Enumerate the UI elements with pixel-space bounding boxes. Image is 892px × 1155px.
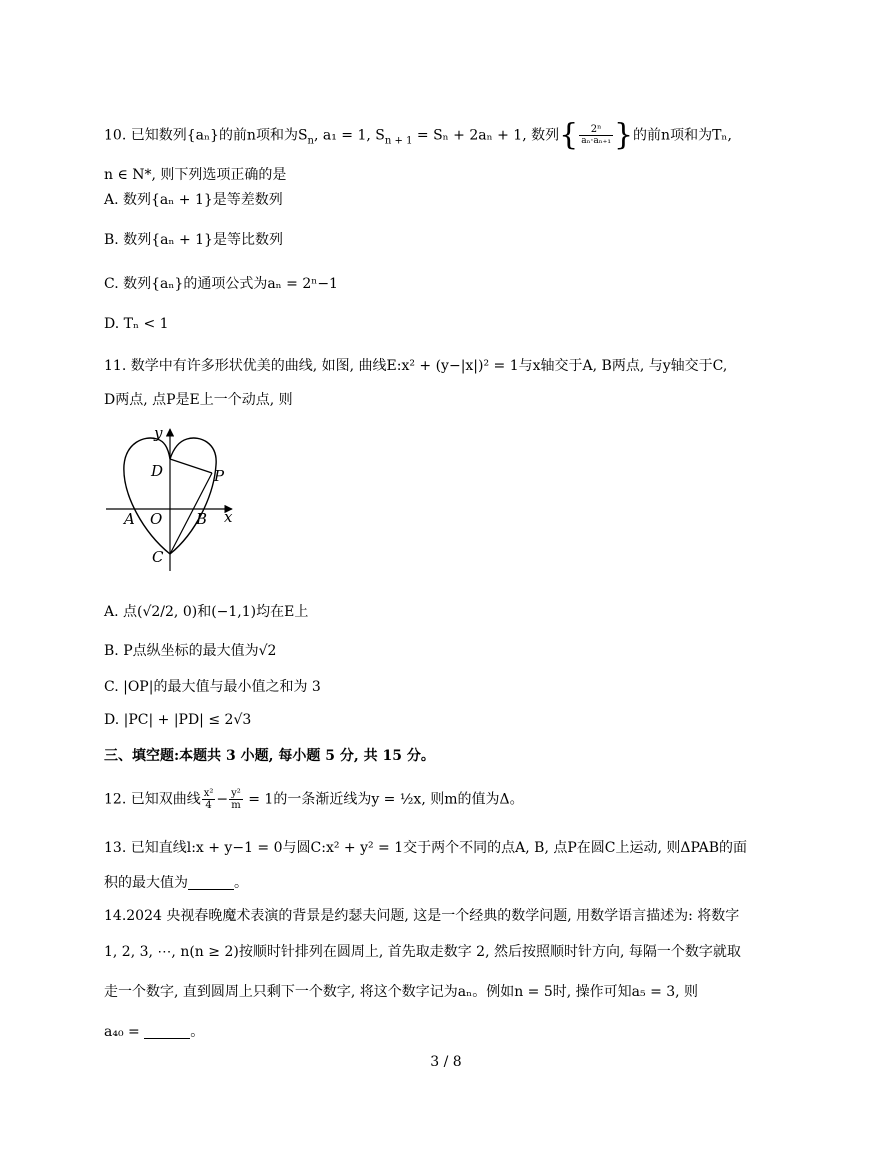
label-a: A — [124, 510, 135, 528]
q10-brace-right: } — [613, 117, 634, 153]
label-c: C — [152, 548, 164, 566]
q10-number: 10. 已知数列 — [104, 127, 187, 144]
q13-answer-blank[interactable] — [188, 875, 234, 890]
q14-answer-blank[interactable] — [144, 1024, 190, 1039]
q10-sequence: {aₙ} — [186, 127, 219, 144]
q10-line2: n ∈ N*, 则下列选项正确的是 — [104, 167, 287, 183]
q10-fraction: $\frac{\text{2ⁿ}}{\text{aₙ·aₙ₊₁}}$ — [581, 124, 611, 146]
q14-end: 。 — [190, 1024, 205, 1040]
q10-sub-n1: n + 1 — [384, 135, 413, 147]
q12-minus: − — [216, 791, 229, 808]
q14-line2: 1, 2, 3, ⋯, n(n ≥ 2)按顺时针排列在圆周上, 首先取走数字 2, 然后按照顺时针方向, 每隔一个数字就取 — [104, 944, 741, 960]
page-number: 3 / 8 — [430, 1054, 462, 1070]
q10-line1 — [104, 117, 732, 153]
q14-line3: 走一个数字, 直到圆周上只剩下一个数字, 将这个数字记为aₙ。例如n = 5时, 操作可知a₅ = 3, 则 — [104, 984, 699, 1000]
label-x: x — [224, 508, 233, 526]
q14-line1: 14.2024 央视春晚魔术表演的背景是约瑟夫问题, 这是一个经典的数学问题, 用数学语言描述为: 将数字 — [104, 908, 740, 924]
q11-line1: 11. 数学中有许多形状优美的曲线, 如图, 曲线E:x² + (y−|x|)² = 1与x轴交于A, B两点, 与y轴交于C, — [104, 358, 728, 374]
q13-line2 — [104, 873, 248, 893]
q10-sub-n: n — [307, 135, 314, 147]
q10-condition1: , a₁ = 1, S — [314, 127, 385, 144]
q10-brace-left: { — [559, 117, 579, 153]
q14-line4 — [104, 1022, 204, 1042]
q13-end: 。 — [234, 875, 248, 891]
q11-option-b: B. P点纵坐标的最大值为√2 — [104, 643, 277, 659]
q13-text: 积的最大值为 — [104, 875, 188, 891]
label-o: O — [150, 510, 163, 528]
q10-text-a: 的前n项和为S — [218, 127, 308, 144]
q14-a40: a₄₀ = — [104, 1024, 145, 1040]
q10-option-d: D. Tₙ < 1 — [104, 316, 169, 332]
q10-condition2: = Sₙ + 2aₙ + 1, 数列 — [412, 127, 560, 144]
q12-fraction-y: $\frac{\text{y²}}{m}$ — [231, 788, 241, 811]
q11-option-a: A. 点(√2/2, 0)和(−1,1)均在E上 — [104, 604, 309, 620]
label-y: y — [154, 425, 163, 442]
q13-line1: 13. 已知直线l:x + y−1 = 0与圆C:x² + y² = 1交于两个不同的点A, B, 点P在圆C上运动, 则ΔPAB的面 — [104, 840, 748, 856]
label-d: D — [151, 462, 164, 480]
segment-pd — [170, 459, 212, 473]
q12-fraction-x: $\frac{\text{x²}}{4}$ — [203, 788, 214, 811]
section-title: 三、填空题:本题共 3 小题, 每小题 5 分, 共 15 分。 — [104, 748, 435, 764]
heart-curve-figure — [104, 425, 244, 575]
q10-text-b: 的前n项和为Tₙ, — [633, 127, 732, 144]
q11-option-d: D. |PC| + |PD| ≤ 2√3 — [104, 712, 252, 728]
q10-option-a: A. 数列{aₙ + 1}是等差数列 — [104, 192, 283, 208]
q12-line — [104, 788, 524, 811]
q11-option-c: C. |OP|的最大值与最小值之和为 3 — [104, 679, 321, 695]
q12-pre: 12. 已知双曲线 — [104, 791, 201, 808]
q10-option-c: C. 数列{aₙ}的通项公式为aₙ = 2ⁿ−1 — [104, 276, 338, 292]
q12-post: = 1的一条渐近线为y = ½x, 则m的值为Δ。 — [243, 791, 524, 808]
q10-option-b: B. 数列{aₙ + 1}是等比数列 — [104, 232, 283, 248]
q11-line2: D两点, 点P是E上一个动点, 则 — [104, 392, 293, 408]
label-b: B — [196, 510, 208, 528]
label-p: P — [214, 467, 225, 485]
